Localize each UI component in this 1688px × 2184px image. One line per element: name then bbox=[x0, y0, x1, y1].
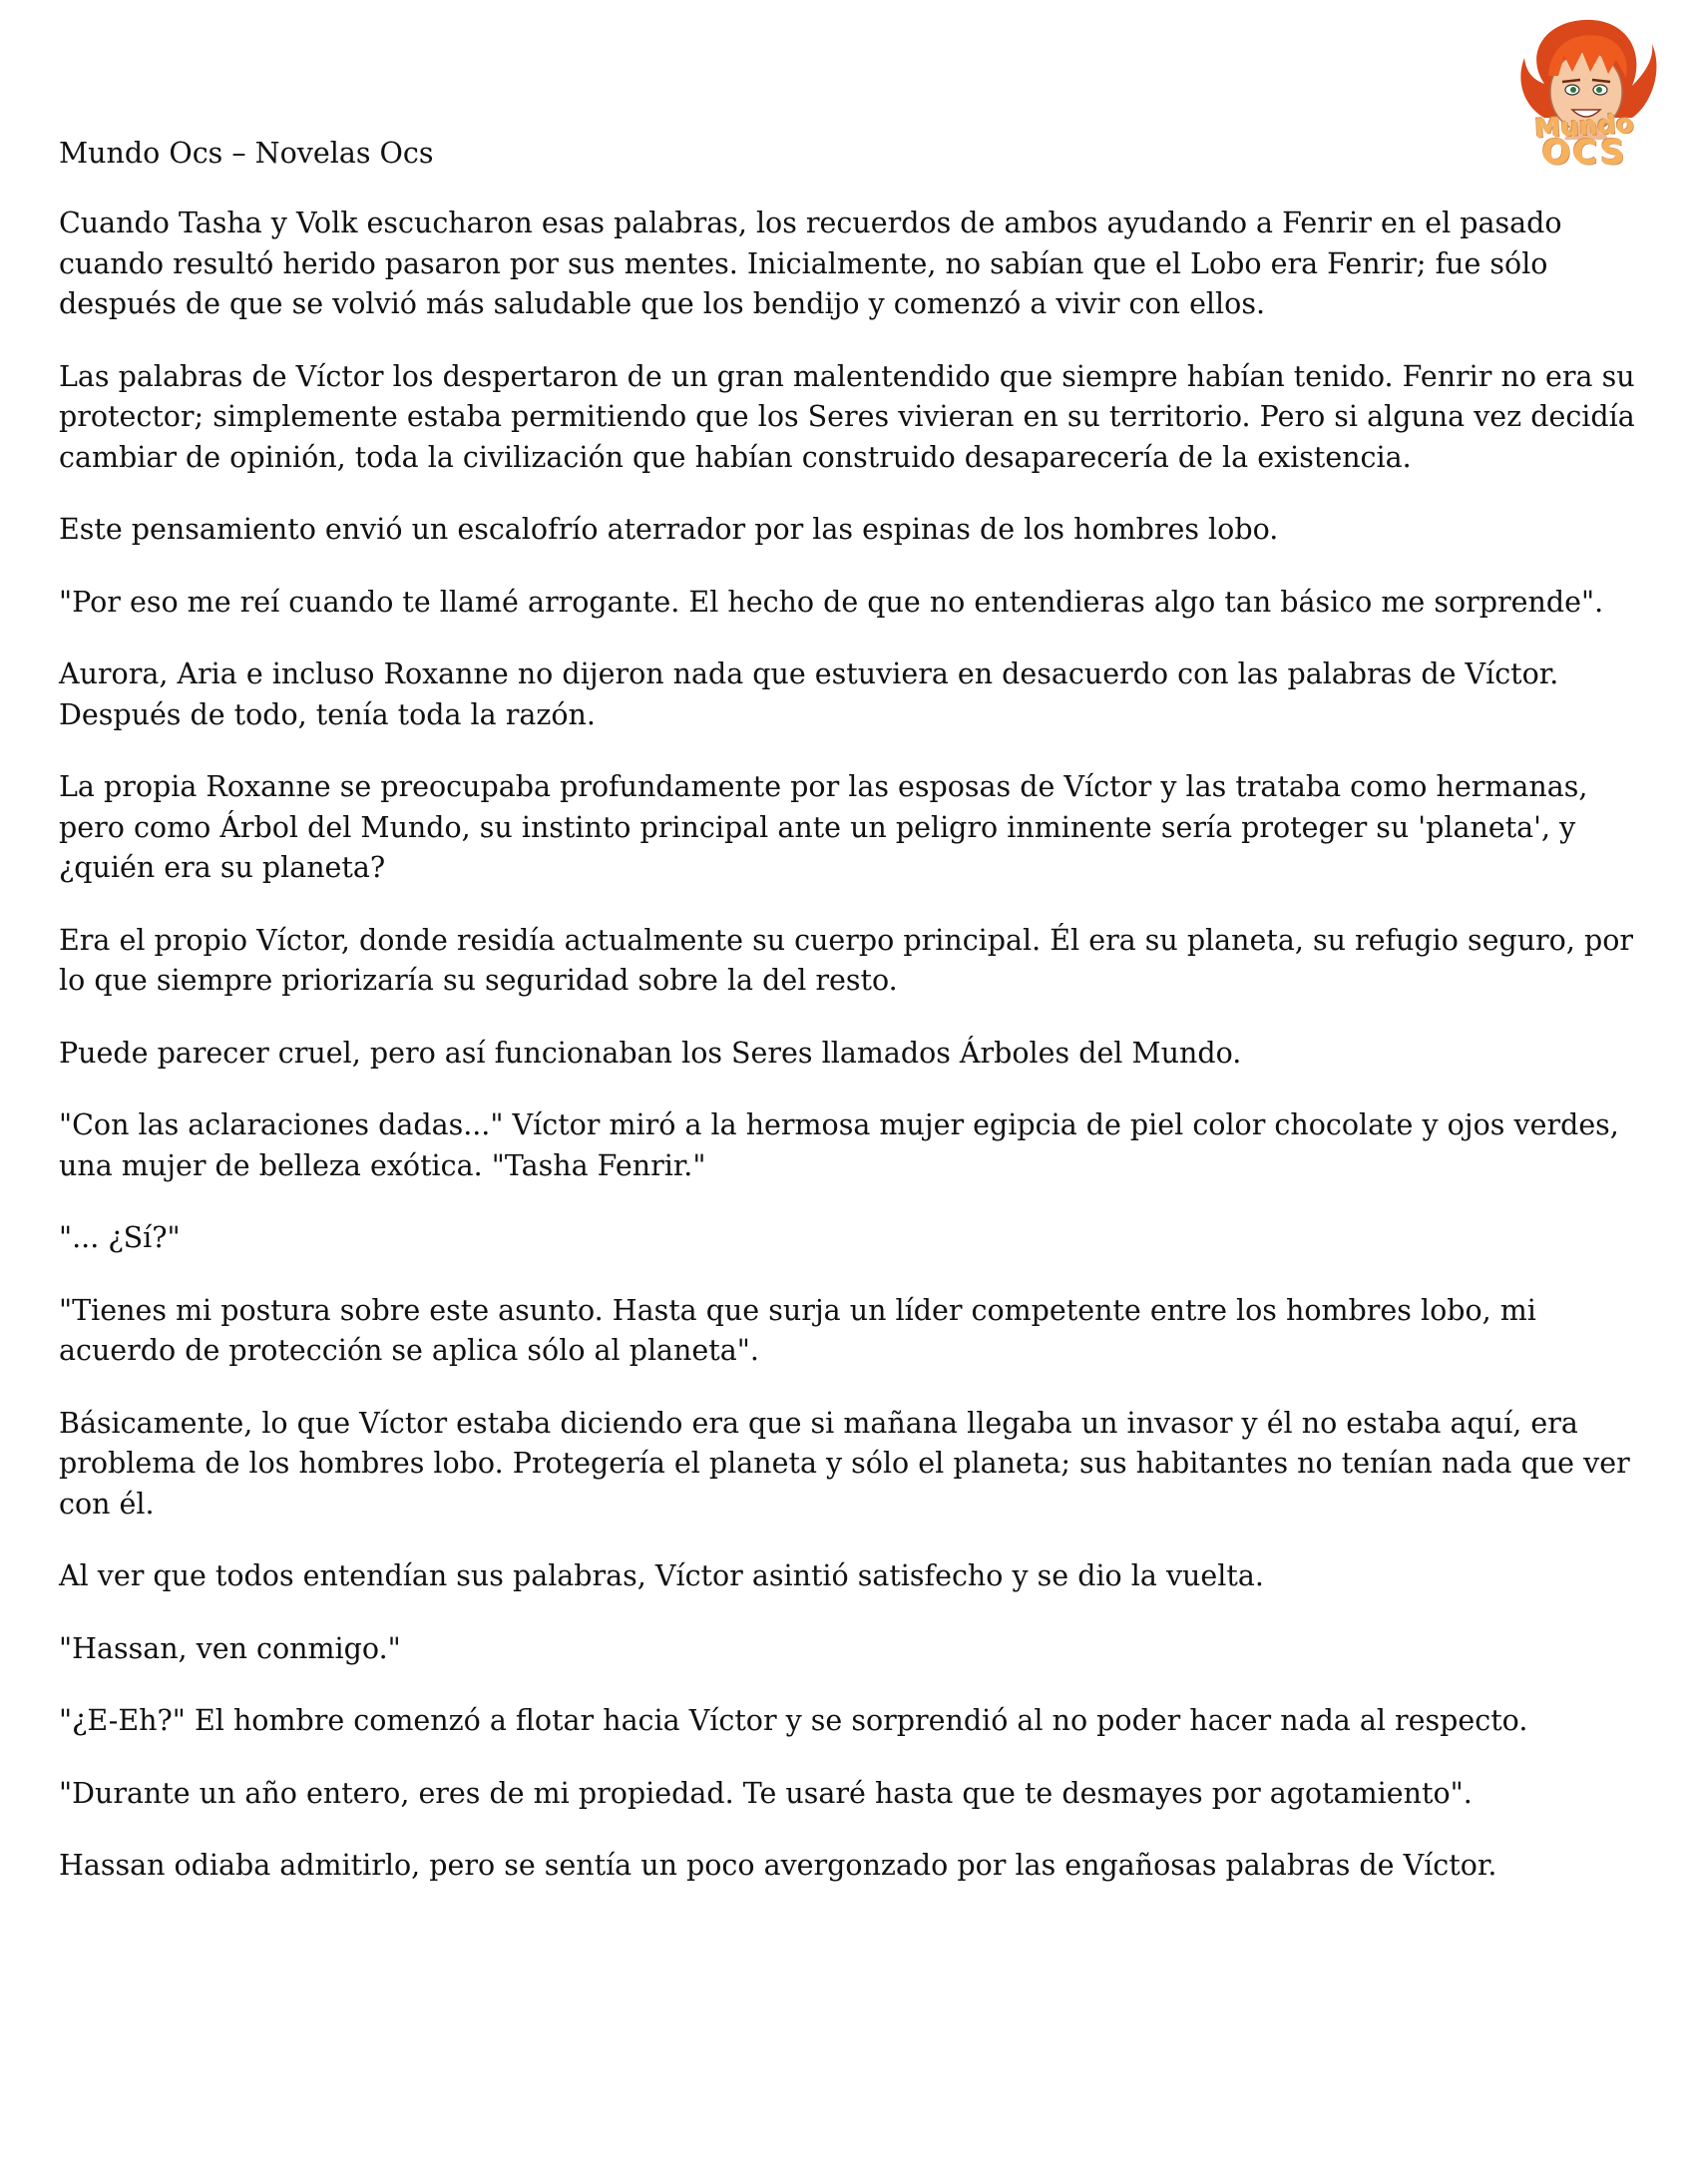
paragraph: La propia Roxanne se preocupaba profundamente por las esposas de Víctor y las trataba como hermanas, pero como Árbol del Mundo, su instinto principal ante un peligro inminente sería proteger su 'planeta', y ¿quién era su planeta? bbox=[59, 770, 1588, 884]
paragraph: "Por eso me reí cuando te llamé arrogante. El hecho de que no entendieras algo tan básico me sorprende". bbox=[59, 585, 1604, 619]
page-header: Mundo Ocs – Novelas Ocs bbox=[59, 137, 434, 170]
paragraph: Básicamente, lo que Víctor estaba diciendo era que si mañana llegaba un invasor y él no estaba aquí, era problema de los hombres lobo. Protegería el planeta y sólo el planeta; sus habitantes no tenían nada que ver con él. bbox=[59, 1406, 1630, 1521]
paragraph: Era el propio Víctor, donde residía actualmente su cuerpo principal. Él era su planeta, su refugio seguro, por lo que siempre priorizaría su seguridad sobre la del resto. bbox=[59, 923, 1633, 997]
chapter-body bbox=[59, 204, 1645, 1919]
paragraph: Este pensamiento envió un escalofrío aterrador por las espinas de los hombres lobo. bbox=[59, 513, 1279, 546]
logo-word-mundo: Mundo bbox=[1533, 109, 1635, 145]
paragraph: "¿E-Eh?" El hombre comenzó a flotar hacia Víctor y se sorprendió al no poder hacer nada al respecto. bbox=[59, 1704, 1528, 1737]
paragraph: Cuando Tasha y Volk escucharon esas palabras, los recuerdos de ambos ayudando a Fenrir en el pasado cuando resultó herido pasaron por sus mentes. Inicialmente, no sabían que el Lobo era Fenrir; fue sólo después de que se volvió más saludable que los bendijo y comenzó a vivir con ellos. bbox=[59, 207, 1562, 320]
paragraph: Aurora, Aria e incluso Roxanne no dijeron nada que estuviera en desacuerdo con las palabras de Víctor. Después de todo, tenía toda la razón. bbox=[59, 657, 1559, 731]
paragraph: Al ver que todos entendían sus palabras, Víctor asintió satisfecho y se dio la vuelta. bbox=[59, 1559, 1264, 1592]
paragraph: "Tienes mi postura sobre este asunto. Hasta que surja un líder competente entre los hombres lobo, mi acuerdo de protección se aplica sólo al planeta". bbox=[59, 1293, 1536, 1367]
logo-word-ocs: OCS bbox=[1541, 133, 1627, 173]
paragraph: Las palabras de Víctor los despertaron de un gran malentendido que siempre habían tenido. Fenrir no era su protector; simplemente estaba permitiendo que los Seres vivieran en su territorio. Pero si alguna vez decidía cambiar de opinión, toda la civilización que habían construido desaparecería de la existencia. bbox=[59, 359, 1635, 474]
paragraph: "Hassan, ven conmigo." bbox=[59, 1631, 401, 1665]
paragraph: "Durante un año entero, eres de mi propiedad. Te usaré hasta que te desmayes por agotamiento". bbox=[59, 1776, 1473, 1810]
paragraph: "Con las aclaraciones dadas..." Víctor miró a la hermosa mujer egipcia de piel color chocolate y ojos verdes, una mujer de belleza exótica. "Tasha Fenrir." bbox=[59, 1108, 1619, 1182]
logo-wordmark bbox=[1500, 109, 1668, 173]
mundo-ocs-logo-icon bbox=[1504, 14, 1664, 174]
paragraph: "... ¿Sí?" bbox=[59, 1221, 181, 1254]
paragraph: Puede parecer cruel, pero así funcionaban los Seres llamados Árboles del Mundo. bbox=[59, 1036, 1242, 1070]
paragraph: Hassan odiaba admitirlo, pero se sentía un poco avergonzado por las engañosas palabras de Víctor. bbox=[59, 1849, 1497, 1882]
